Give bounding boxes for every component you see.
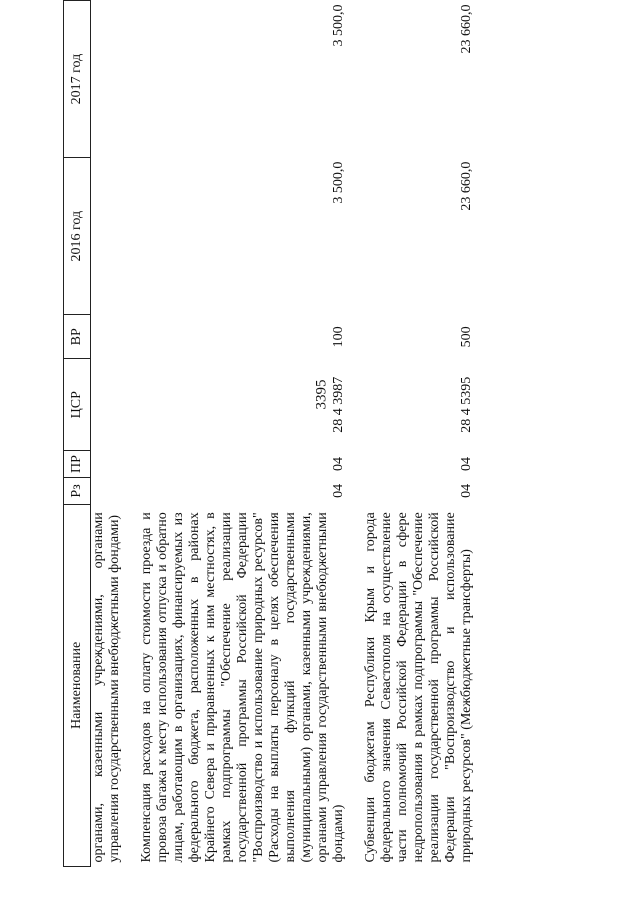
row-vr: 500 <box>459 326 474 348</box>
row-csr: 28 4 3987 <box>331 376 346 433</box>
row-vr <box>91 315 132 359</box>
page-number: 3395 <box>313 379 330 410</box>
header-csr: ЦСР <box>64 359 91 451</box>
row-name: Компенсация расходов на оплату стоимости проезда и провоза багажа к месту использования отпуска и обратно лицам, работающим в организациях, финансируемых из федерального бюджета, расположенных в районах Крайнего Севера и приравненных к ним местностях, в рамках подпрограммы "Обеспечение реализации государственной программы Российской Федерации "Воспроизводство и использование природных ресурсов" (Расходы на выплаты персоналу в целях обеспечения выполнения функций государственными (муниципальными) органами, казенными учреждениями, органами управления государственными внебюджетными фондами) <box>139 512 346 863</box>
row-rz: 04 <box>459 483 474 498</box>
header-2016: 2016 год <box>64 158 91 315</box>
row-2017 <box>91 1 132 158</box>
row-vr: 100 <box>331 326 346 348</box>
row-rz: 04 <box>331 483 346 498</box>
row-2017: 3 500,0 <box>331 4 346 47</box>
row-2016: 3 500,0 <box>331 161 346 204</box>
table-row <box>91 1 132 867</box>
row-2016 <box>91 158 132 315</box>
row-csr <box>91 359 132 451</box>
header-2017: 2017 год <box>64 1 91 158</box>
budget-table <box>63 0 483 867</box>
table-row <box>355 1 483 867</box>
row-rz <box>91 478 132 505</box>
row-2017: 23 660,0 <box>459 4 474 54</box>
row-pr: 04 <box>331 457 346 472</box>
table-header-row <box>64 1 91 867</box>
header-vr: ВР <box>64 315 91 359</box>
row-csr: 28 4 5395 <box>459 376 474 433</box>
table-row <box>131 1 355 867</box>
header-rz: Рз <box>64 478 91 505</box>
row-name: Субвенции бюджетам Республики Крым и города федерального значения Севастополя на осуществление части полномочий Российской Федерации в сфере недропользования в рамках подпрограммы "Обеспечение реализации государственной программы Российской Федерации "Воспроизводство и использование природных ресурсов" (Межбюджетные трансферты) <box>363 512 474 863</box>
header-pr: ПР <box>64 451 91 478</box>
row-name: органами, казенными учреждениями, органами управления государственными внебюджетными фондами) <box>91 512 122 863</box>
row-pr <box>91 451 132 478</box>
row-pr: 04 <box>459 457 474 472</box>
row-2016: 23 660,0 <box>459 161 474 211</box>
header-name: Наименование <box>64 504 91 866</box>
